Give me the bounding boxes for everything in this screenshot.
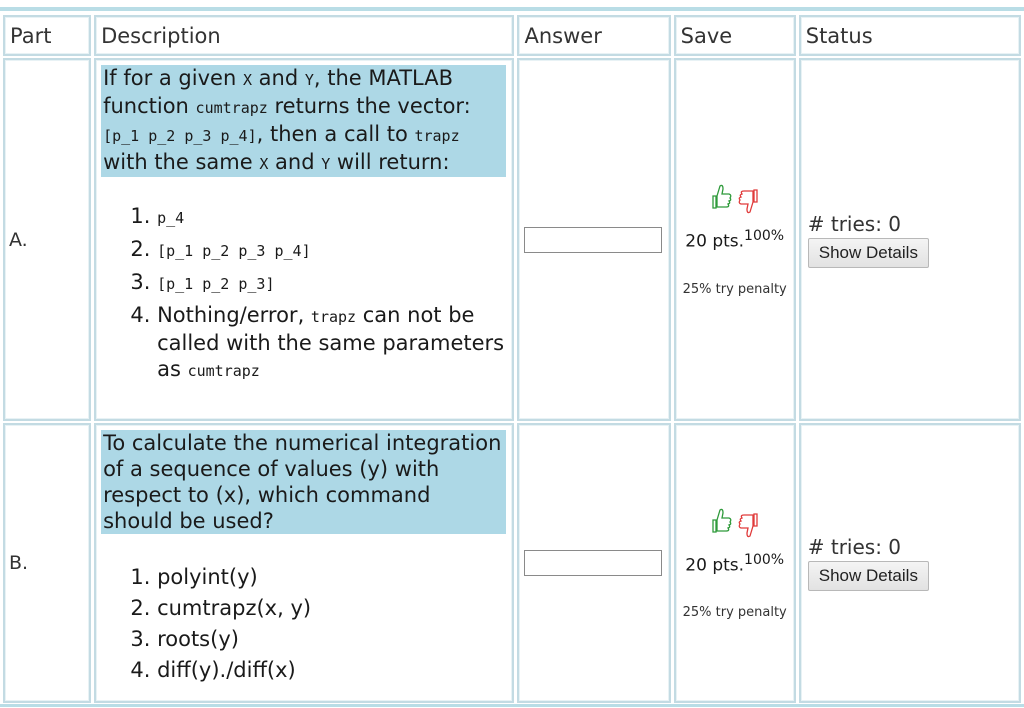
points-value: 20 pts. — [685, 555, 745, 576]
answer-input[interactable] — [524, 227, 662, 253]
part-label: A. — [3, 58, 91, 421]
answer-input[interactable] — [524, 550, 662, 576]
answer-option: 4. Nothing/error, trapz can not be called with the same parameters as cumtrapz — [157, 302, 506, 384]
points-display — [676, 552, 794, 576]
description-cell — [94, 423, 514, 703]
answer-cell — [517, 58, 670, 421]
header-save: Save — [674, 15, 796, 56]
code-fragment: cumtrapz — [195, 99, 268, 117]
rating-icons — [676, 182, 794, 220]
problem-row-b — [3, 423, 1021, 703]
top-border — [0, 7, 1024, 11]
rating-icons — [676, 506, 794, 544]
code-fragment: trapz — [310, 308, 357, 326]
thumbs-up-icon[interactable] — [711, 506, 733, 544]
problem-row-a — [3, 58, 1021, 421]
header-part: Part — [3, 15, 91, 56]
thumbs-down-icon[interactable] — [737, 182, 759, 220]
header-row — [3, 15, 1021, 56]
thumbs-up-icon[interactable] — [711, 182, 733, 220]
header-description: Description — [94, 15, 514, 56]
problem-table — [0, 13, 1024, 705]
code-fragment: Y — [304, 71, 314, 89]
answer-option: 4. diff(y)./diff(x) — [157, 657, 506, 683]
answer-option: 1. polyint(y) — [157, 564, 506, 590]
save-cell — [674, 423, 796, 703]
points-value: 20 pts. — [685, 231, 745, 252]
header-answer: Answer — [517, 15, 670, 56]
thumbs-down-icon[interactable] — [737, 506, 759, 544]
points-percent: 100% — [744, 551, 785, 568]
code-fragment: Y — [321, 155, 331, 173]
code-fragment: cumtrapz — [187, 362, 260, 380]
code-fragment: trapz — [414, 127, 460, 145]
try-penalty: 25% try penalty — [682, 281, 787, 297]
question-text: To calculate the numerical integration of a sequence of values (y) with respect to (x), which command should be used? — [101, 430, 506, 534]
code-fragment: [p_1 p_2 p_3] — [157, 275, 275, 293]
tries-count: # tries: 0 — [807, 211, 902, 236]
points-percent: 100% — [744, 228, 785, 245]
status-cell — [799, 423, 1021, 703]
status-cell — [799, 58, 1021, 421]
answer-option: 2. cumtrapz(x, y) — [157, 595, 506, 621]
answer-cell — [517, 423, 670, 703]
show-details-button[interactable]: Show Details — [808, 238, 929, 268]
points-display — [676, 228, 794, 252]
header-status: Status — [799, 15, 1021, 56]
code-fragment: p_4 — [157, 209, 185, 227]
save-cell — [674, 58, 796, 421]
code-fragment: X — [259, 155, 269, 173]
bottom-border — [0, 704, 1024, 707]
code-fragment: [p_1 p_2 p_3 p_4] — [103, 127, 257, 145]
answer-options — [101, 564, 506, 683]
answer-option — [157, 269, 506, 297]
answer-option — [157, 203, 506, 231]
answer-option — [157, 236, 506, 264]
code-fragment: [p_1 p_2 p_3 p_4] — [157, 242, 311, 260]
part-label: B. — [3, 423, 91, 703]
try-penalty: 25% try penalty — [682, 605, 787, 621]
description-cell — [94, 58, 514, 421]
answer-option: 3. roots(y) — [157, 626, 506, 652]
tries-count: # tries: 0 — [807, 535, 902, 559]
show-details-button[interactable]: Show Details — [808, 561, 929, 591]
code-fragment: X — [242, 71, 252, 89]
answer-options — [101, 203, 506, 384]
question-text: If for a given X and Y, the MATLAB function cumtrapz returns the vector: [p_1 p_2 p_3 p_4], then a call to trapz with the same X and Y will return: — [101, 65, 506, 177]
